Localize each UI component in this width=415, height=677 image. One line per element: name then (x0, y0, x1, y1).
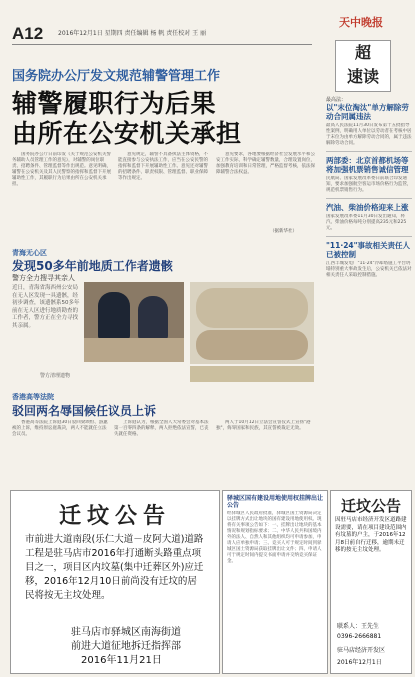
lead-byline: （据新华社） (270, 229, 297, 234)
lead-headline-1: 辅警履职行为后果 (12, 89, 217, 118)
story3-column (114, 420, 210, 480)
brief-kicker: 最高法： (326, 97, 347, 103)
section-label-box (335, 40, 391, 92)
notice-body: 因驻马店市经济开发区道路建设需要，请在项目建设范围内有坟墓的户主，于2016年12月8日前自行迁移，逾期未迁移的按无主坟处理。 (335, 517, 407, 553)
lead-paragraph: 意见规定，辅警不具备执法主体资格，不能直接参与公安执法工作，应当在公安民警的指挥和监督下开展辅助性工作。意见还对辅警的招聘条件、职责权限、管理监督、职业保障等作出规定。 (118, 152, 208, 181)
notice-phone: 0396-2666881 (337, 633, 382, 640)
brief-title: 以"末位淘汰"单方解除劳动合同属违法 (326, 103, 409, 121)
lead-column-2 (118, 152, 210, 236)
header-meta: 2016年12月1日 星期四 责任编辑 杨 帆 责任校对 王 丽 (58, 30, 207, 37)
notice-body: 市前进大道南段(乐仁大道－皮阿大道)道路工程是驻马店市2016年打通断头路重点项目之一，项目区内坟墓(集中迁葬区外)应迁移，2016年12月10日前尚没有迁坟的居民将按无主坟处理。 (25, 534, 204, 601)
story3-kicker: 香港高等法院 (12, 393, 54, 401)
brief-title: 两部委：北京首都机场等将加强机票销售诚信管理 (326, 156, 409, 174)
brief-body: 国家发展改革委11月30日发出通知，将汽、柴油价格每吨分别提高235元和225元。 (326, 214, 407, 231)
notice-title: 迁坟公告 (58, 503, 171, 529)
story3-title: 驳回两名辱国候任议员上诉 (12, 404, 157, 418)
story3-paragraph: 香港高等法院上诉庭30日驳回梁颂恒、游蕙祯的上诉，维持原讼庭裁决，两人不能就任立法会议员。 (12, 420, 108, 437)
notice-signer-2: 前进大道征地拆迁指挥部 (71, 641, 181, 652)
bundle-shape (196, 288, 308, 328)
brief-divider (326, 151, 412, 152)
briefs-column (326, 96, 412, 456)
section-label-1: 超 (354, 43, 371, 62)
brief-body: 民航局、国家发展改革委日前联合印发通知，要求加强航空客运市场价格行为监管，规范机票销售行为。 (326, 176, 412, 193)
header-rule (12, 44, 312, 45)
newspaper-logo: 天中晚报 (339, 16, 383, 29)
lead-headline-2: 由所在公安机关承担 (12, 119, 242, 148)
story3-paragraph: 上诉庭认为，根据全国人大常委会对基本法第一百零四条的解释，两人拒绝依法宣誓，已丧失就任资格。 (114, 420, 209, 437)
brief-body: 最高人民法院11月30日发布第十五批指导性案例，明确用人单位以劳动者在考核中居于末位为由单方解除劳动合同的，属于违法解除劳动合同。 (326, 123, 412, 146)
grave-relocation-notice-a (10, 490, 220, 674)
photo-remains-strip (190, 366, 314, 382)
notice-date: 2016年11月21日 (81, 655, 162, 666)
desk-shape (84, 338, 184, 362)
photo-police-officers (84, 282, 184, 362)
grave-relocation-notice-c (330, 490, 412, 674)
photo-remains-bundle (190, 282, 314, 364)
story2-title: 发现50多年前地质工作者遗骸 (12, 259, 173, 273)
notice-contact: 联系人：王先生 (337, 623, 380, 630)
story3-column (12, 420, 108, 480)
brief-item (326, 241, 412, 279)
notice-date: 2016年12月1日 (337, 659, 382, 666)
page-number: A12 (12, 24, 44, 43)
brief-item (326, 96, 412, 147)
story2-body: 近日，青海省海西州公安局在无人区发现一具遗骸，经初步调查，该遗骸系50多年前在无人区进行地质勘查的工作者，警方正在全力寻找其亲属。 (12, 285, 80, 329)
story2-subtitle: 警方全力搜寻其亲人 (12, 274, 75, 282)
brief-body: 江西丰城发电厂"11·24"冷却塔施工平台坍塌特别重大事故发生后，公安机关已依法对相关责任人采取控制措施。 (326, 261, 412, 278)
notice-body: 经驿城区人民政府批准，驿城区国土资源局决定以挂牌方式出让地块的国有建设用地使用权。现将有关事项公告如下：一、挂牌出让地块的基本情况和规划指标要求；二、中华人民共和国境内外的法人、自然人和其他组织均可申请参加，申请人应单独申请；三、竞买人可于规定时间到驿城区国土资源局获取挂牌出让文件；四、申请人可于规定时间内提交书面申请并交纳竞买保证金。 (227, 511, 322, 564)
brief-item (326, 156, 412, 194)
brief-item (326, 203, 412, 232)
story3-column (216, 420, 316, 480)
brief-divider (326, 236, 412, 237)
brief-title: "11·24"事故相关责任人已被控制 (326, 241, 411, 259)
section-label-2: 速读 (346, 67, 379, 86)
notice-org: 驻马店经济开发区 (337, 647, 386, 654)
story2-kicker: 青海无心区 (12, 249, 47, 257)
brief-title: 汽油、柴油价格迎来上涨 (326, 203, 409, 212)
lead-column-3 (216, 152, 316, 236)
bundle-shape (196, 330, 308, 360)
officer-figure (138, 296, 168, 340)
photo-caption: 警方清理遗物 (40, 373, 71, 379)
notice-title: 迁坟公告 (340, 497, 401, 515)
officer-figure (98, 292, 130, 340)
notice-signer-1: 驻马店市驿城区南海街道 (71, 627, 181, 638)
lead-column-1 (12, 152, 112, 236)
lead-paragraph: 国务院办公厅日前印发《关于规范公安机关警务辅助人员管理工作的意见》，对辅警的岗位职责、招聘条件、管理监督等作出规范。意见明确，辅警在公安机关及其人民警察的指挥和监督下开展辅助性工作，其履职行为后果由所在公安机关承担。 (12, 152, 111, 187)
lead-paragraph: 意见要求，各地要根据经济社会发展水平和公安工作实际，科学确定辅警数量，合理设置岗位，加强教育培训和日常管理，严格监督考核，依法保障辅警合法权益。 (216, 152, 315, 175)
story3-paragraph: 两人于10月12日立法会宣誓仪式上宣扬"港独"，侮辱国家和民族，其宣誓被裁定无效。 (216, 420, 311, 431)
lead-kicker: 国务院办公厅发文规范辅警管理工作 (12, 69, 221, 84)
land-auction-notice (222, 490, 328, 674)
brief-divider (326, 198, 412, 199)
notice-title: 驿城区国有建设用地使用权挂牌出让公告 (227, 495, 324, 509)
